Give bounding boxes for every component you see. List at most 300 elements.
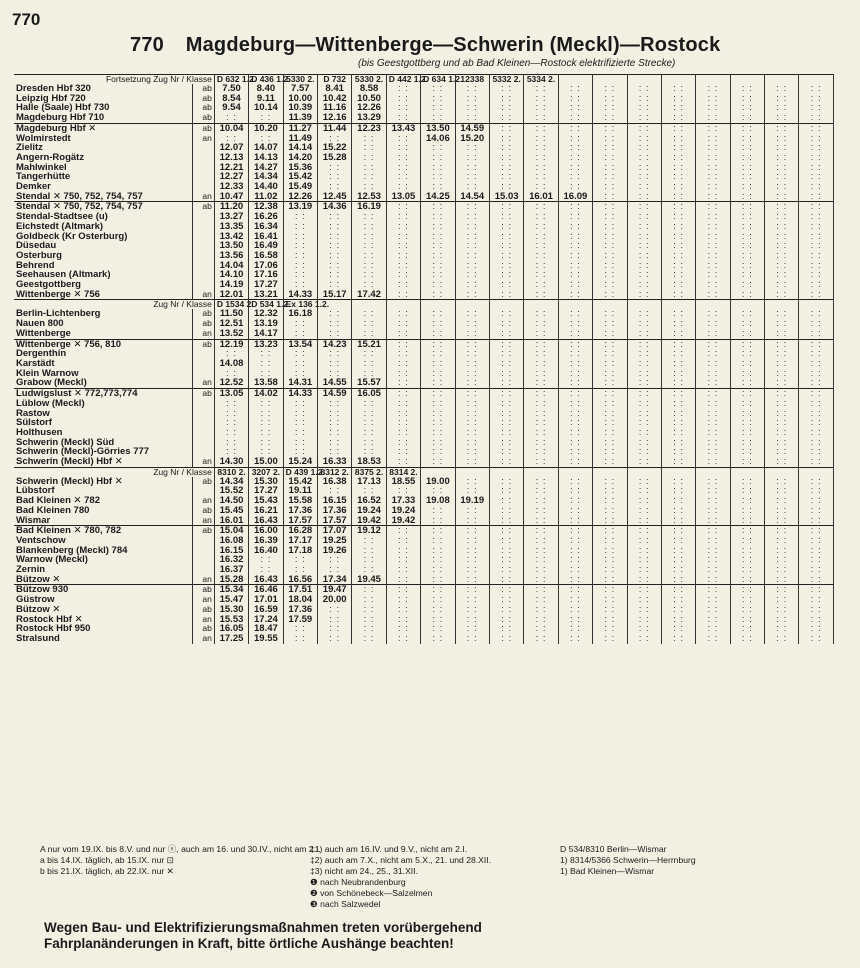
time-cell: : : — [627, 241, 661, 251]
time-cell: : : — [283, 222, 317, 232]
arr-dep-marker — [192, 222, 214, 232]
legend-item: ❷ von Schönebeck—Salzelmen — [310, 888, 433, 898]
time-cell: 15.57 — [352, 378, 386, 388]
time-cell: : : — [317, 319, 351, 329]
time-cell: : : — [489, 251, 523, 261]
time-cell: : : — [799, 634, 834, 644]
time-cell: : : — [283, 359, 317, 369]
time-cell: : : — [352, 222, 386, 232]
time-cell: : : — [730, 251, 764, 261]
time-cell: 17.57 — [283, 516, 317, 526]
time-cell: : : — [214, 418, 248, 428]
time-cell: : : — [421, 378, 455, 388]
time-cell: : : — [524, 409, 558, 419]
time-cell: : : — [627, 182, 661, 192]
time-cell: : : — [558, 261, 592, 271]
time-cell: : : — [593, 290, 627, 300]
time-cell: : : — [730, 428, 764, 438]
time-cell: : : — [799, 378, 834, 388]
station-name: Blankenberg (Meckl) 784 — [14, 546, 192, 556]
time-cell: : : — [730, 409, 764, 419]
time-cell: : : — [799, 232, 834, 242]
time-cell: : : — [421, 103, 455, 113]
time-cell: : : — [558, 319, 592, 329]
time-cell: : : — [421, 457, 455, 467]
time-cell: : : — [558, 634, 592, 644]
station-name: Eichstedt (Altmark) — [14, 222, 192, 232]
time-cell: 14.40 — [249, 182, 283, 192]
time-cell: : : — [421, 270, 455, 280]
time-cell: : : — [765, 202, 799, 212]
time-cell: : : — [352, 418, 386, 428]
time-cell: : : — [455, 202, 489, 212]
time-cell: : : — [593, 241, 627, 251]
time-cell: : : — [661, 409, 695, 419]
time-cell: 15.22 — [317, 143, 351, 153]
time-cell: : : — [524, 113, 558, 123]
time-cell: : : — [455, 290, 489, 300]
station-name: Tangerhütte — [14, 172, 192, 182]
time-cell: : : — [455, 232, 489, 242]
time-cell: 12.01 — [214, 290, 248, 300]
time-cell: : : — [455, 261, 489, 271]
time-cell: : : — [558, 359, 592, 369]
time-cell: 19.00 — [421, 477, 455, 487]
time-cell: : : — [317, 369, 351, 379]
time-cell: : : — [421, 615, 455, 625]
time-cell: : : — [696, 389, 730, 399]
time-cell: : : — [524, 496, 558, 506]
time-cell: : : — [661, 182, 695, 192]
time-cell: : : — [214, 399, 248, 409]
time-cell: 19.11 — [283, 486, 317, 496]
time-cell: : : — [661, 516, 695, 526]
time-cell: 14.02 — [249, 389, 283, 399]
time-cell: : : — [489, 134, 523, 144]
time-cell: 17.36 — [317, 506, 351, 516]
time-cell: 15.42 — [283, 172, 317, 182]
station-name: Ludwigslust ✕ 772,773,774 — [14, 389, 192, 399]
time-cell: : : — [799, 212, 834, 222]
time-cell: : : — [386, 575, 420, 585]
time-cell: : : — [489, 123, 523, 133]
station-name: Wismar — [14, 516, 192, 526]
time-cell: 15.58 — [283, 496, 317, 506]
time-cell: : : — [593, 399, 627, 409]
time-cell: : : — [352, 172, 386, 182]
time-cell: : : — [593, 526, 627, 536]
table-row — [14, 575, 834, 585]
time-cell: : : — [765, 418, 799, 428]
time-cell: 8.54 — [214, 94, 248, 104]
time-cell: : : — [283, 251, 317, 261]
station-name: Zernin — [14, 565, 192, 575]
time-cell: 11.49 — [283, 134, 317, 144]
time-cell: : : — [455, 399, 489, 409]
time-cell: : : — [799, 280, 834, 290]
time-cell: 16.46 — [249, 585, 283, 595]
time-cell: : : — [524, 280, 558, 290]
station-name: Wittenberge ✕ 756 — [14, 290, 192, 300]
time-cell: : : — [421, 309, 455, 319]
time-cell: 13.05 — [214, 389, 248, 399]
time-cell: : : — [558, 378, 592, 388]
time-cell: 16.52 — [352, 496, 386, 506]
time-cell: 12.52 — [214, 378, 248, 388]
time-cell: : : — [799, 555, 834, 565]
time-cell: : : — [283, 634, 317, 644]
time-cell: 12.26 — [352, 103, 386, 113]
time-cell: : : — [455, 153, 489, 163]
time-cell: : : — [455, 565, 489, 575]
time-cell: : : — [455, 309, 489, 319]
station-name: Grabow (Meckl) — [14, 378, 192, 388]
time-cell: : : — [593, 143, 627, 153]
train-number: 5330 2. — [283, 75, 317, 85]
time-cell: : : — [317, 270, 351, 280]
time-cell: 17.33 — [386, 496, 420, 506]
page-number: 770 — [12, 10, 41, 29]
station-name: Schwerin (Meckl) Hbf ✕ — [14, 457, 192, 467]
time-cell: : : — [730, 369, 764, 379]
time-cell: : : — [593, 202, 627, 212]
time-cell: : : — [352, 349, 386, 359]
time-cell: : : — [558, 251, 592, 261]
time-cell: : : — [386, 555, 420, 565]
time-cell: : : — [421, 143, 455, 153]
time-cell: : : — [696, 615, 730, 625]
time-cell: : : — [799, 192, 834, 202]
time-cell: : : — [489, 447, 523, 457]
time-cell: : : — [696, 506, 730, 516]
time-cell: : : — [317, 615, 351, 625]
time-cell: : : — [799, 389, 834, 399]
time-cell: : : — [489, 349, 523, 359]
time-cell: : : — [386, 163, 420, 173]
time-cell: : : — [593, 339, 627, 349]
time-cell: : : — [421, 565, 455, 575]
time-cell: : : — [593, 624, 627, 634]
time-cell: : : — [730, 506, 764, 516]
time-cell: : : — [249, 113, 283, 123]
time-cell: : : — [421, 516, 455, 526]
zug-label: Zug Nr / Klasse — [14, 300, 214, 310]
time-cell: 17.25 — [214, 634, 248, 644]
time-cell: : : — [696, 309, 730, 319]
arr-dep-marker: ab — [192, 624, 214, 634]
time-cell: : : — [455, 486, 489, 496]
time-cell: : : — [799, 270, 834, 280]
time-cell: : : — [386, 290, 420, 300]
time-cell: : : — [661, 457, 695, 467]
time-cell: : : — [730, 202, 764, 212]
time-cell: 11.20 — [214, 202, 248, 212]
time-cell: : : — [799, 94, 834, 104]
time-cell: : : — [627, 457, 661, 467]
time-cell: : : — [489, 290, 523, 300]
time-cell: : : — [386, 399, 420, 409]
time-cell: : : — [386, 438, 420, 448]
time-cell: : : — [696, 555, 730, 565]
time-cell: : : — [730, 280, 764, 290]
time-cell: : : — [730, 605, 764, 615]
time-cell: : : — [661, 163, 695, 173]
timetable — [14, 74, 834, 644]
legend-item: b bis 21.IX. täglich, ab 22.IX. nur ✕ — [40, 866, 174, 876]
time-cell: : : — [489, 389, 523, 399]
time-cell: : : — [214, 369, 248, 379]
time-cell: : : — [421, 202, 455, 212]
time-cell: : : — [593, 172, 627, 182]
time-cell: : : — [696, 182, 730, 192]
time-cell: : : — [765, 605, 799, 615]
time-cell: : : — [558, 103, 592, 113]
time-cell: : : — [730, 134, 764, 144]
arr-dep-marker: ab — [192, 84, 214, 94]
time-cell: 17.34 — [317, 575, 351, 585]
time-cell: 18.47 — [249, 624, 283, 634]
time-cell: : : — [765, 84, 799, 94]
time-cell: : : — [696, 153, 730, 163]
time-cell: : : — [455, 615, 489, 625]
time-cell: : : — [593, 378, 627, 388]
time-cell: : : — [696, 172, 730, 182]
time-cell: : : — [455, 477, 489, 487]
time-cell: 12.32 — [249, 309, 283, 319]
time-cell: : : — [489, 329, 523, 339]
arr-dep-marker: an — [192, 192, 214, 202]
time-cell: 16.01 — [214, 516, 248, 526]
time-cell: : : — [489, 319, 523, 329]
time-cell: : : — [455, 369, 489, 379]
time-cell: : : — [558, 624, 592, 634]
time-cell: : : — [317, 634, 351, 644]
station-name: Sülstorf — [14, 418, 192, 428]
time-cell: : : — [765, 123, 799, 133]
station-name: Magdeburg Hbf 710 — [14, 113, 192, 123]
time-cell: : : — [455, 349, 489, 359]
time-cell: : : — [558, 418, 592, 428]
time-cell: : : — [593, 232, 627, 242]
time-cell: : : — [799, 103, 834, 113]
time-cell: : : — [799, 526, 834, 536]
time-cell: : : — [593, 546, 627, 556]
time-cell: : : — [661, 526, 695, 536]
time-cell: 14.25 — [421, 192, 455, 202]
time-cell: : : — [524, 615, 558, 625]
time-cell: : : — [730, 329, 764, 339]
time-cell: 15.30 — [249, 477, 283, 487]
station-name: Schwerin (Meckl) Süd — [14, 438, 192, 448]
time-cell: : : — [696, 103, 730, 113]
time-cell: : : — [524, 536, 558, 546]
arr-dep-marker: ab — [192, 585, 214, 595]
time-cell: : : — [421, 212, 455, 222]
arr-dep-marker — [192, 232, 214, 242]
time-cell: : : — [696, 565, 730, 575]
time-cell: : : — [799, 349, 834, 359]
time-cell: : : — [455, 418, 489, 428]
time-cell: : : — [696, 496, 730, 506]
time-cell: : : — [593, 270, 627, 280]
time-cell: : : — [283, 232, 317, 242]
station-name: Seehausen (Altmark) — [14, 270, 192, 280]
time-cell: 14.59 — [455, 123, 489, 133]
arr-dep-marker — [192, 418, 214, 428]
time-cell: : : — [489, 624, 523, 634]
time-cell: : : — [730, 615, 764, 625]
time-cell: : : — [593, 565, 627, 575]
time-cell: : : — [730, 163, 764, 173]
time-cell: : : — [730, 359, 764, 369]
time-cell: : : — [386, 585, 420, 595]
time-cell: 7.50 — [214, 84, 248, 94]
time-cell: : : — [524, 270, 558, 280]
time-cell: : : — [455, 506, 489, 516]
time-cell: : : — [627, 153, 661, 163]
time-cell: 17.13 — [352, 477, 386, 487]
time-cell: : : — [386, 232, 420, 242]
time-cell: : : — [283, 241, 317, 251]
time-cell: : : — [593, 261, 627, 271]
time-cell: : : — [593, 359, 627, 369]
time-cell: : : — [696, 241, 730, 251]
time-cell: : : — [317, 624, 351, 634]
time-cell: : : — [765, 172, 799, 182]
time-cell: : : — [696, 134, 730, 144]
time-cell: 16.59 — [249, 605, 283, 615]
time-cell: : : — [661, 329, 695, 339]
time-cell: 16.09 — [558, 192, 592, 202]
time-cell: : : — [661, 438, 695, 448]
arr-dep-marker — [192, 546, 214, 556]
time-cell: : : — [386, 241, 420, 251]
time-cell: : : — [765, 457, 799, 467]
time-cell: : : — [352, 536, 386, 546]
time-cell: : : — [455, 378, 489, 388]
time-cell: : : — [558, 222, 592, 232]
time-cell: : : — [661, 546, 695, 556]
time-cell: : : — [696, 634, 730, 644]
table-row — [14, 516, 834, 526]
time-cell: : : — [627, 319, 661, 329]
time-cell: : : — [627, 84, 661, 94]
time-cell: : : — [627, 409, 661, 419]
station-name: Stendal-Stadtsee (u) — [14, 212, 192, 222]
time-cell: : : — [765, 378, 799, 388]
time-cell: 12.38 — [249, 202, 283, 212]
time-cell: 17.18 — [283, 546, 317, 556]
time-cell: : : — [386, 624, 420, 634]
time-cell: : : — [386, 634, 420, 644]
time-cell: : : — [593, 222, 627, 232]
time-cell: : : — [765, 280, 799, 290]
time-cell: : : — [627, 261, 661, 271]
time-cell: : : — [730, 212, 764, 222]
time-cell: : : — [421, 339, 455, 349]
time-cell: : : — [352, 134, 386, 144]
time-cell: : : — [593, 123, 627, 133]
station-name: Lüblow (Meckl) — [14, 399, 192, 409]
time-cell: 18.53 — [352, 457, 386, 467]
time-cell: : : — [524, 261, 558, 271]
time-cell: : : — [317, 555, 351, 565]
time-cell: : : — [696, 339, 730, 349]
time-cell: : : — [558, 496, 592, 506]
time-cell: : : — [661, 212, 695, 222]
time-cell: : : — [765, 359, 799, 369]
time-cell: : : — [661, 339, 695, 349]
arr-dep-marker: an — [192, 329, 214, 339]
time-cell: : : — [799, 309, 834, 319]
time-cell: : : — [661, 418, 695, 428]
time-cell: : : — [421, 113, 455, 123]
station-name: Dergenthin — [14, 349, 192, 359]
time-cell: : : — [627, 477, 661, 487]
time-cell: : : — [730, 84, 764, 94]
time-cell: : : — [524, 202, 558, 212]
time-cell: : : — [386, 113, 420, 123]
time-cell: : : — [627, 94, 661, 104]
time-cell: : : — [765, 486, 799, 496]
time-cell: : : — [249, 565, 283, 575]
time-cell: : : — [421, 428, 455, 438]
time-cell: 12.53 — [352, 192, 386, 202]
time-cell: : : — [455, 595, 489, 605]
time-cell: : : — [593, 192, 627, 202]
time-cell: 14.20 — [283, 153, 317, 163]
time-cell: : : — [661, 143, 695, 153]
time-cell: : : — [524, 339, 558, 349]
time-cell: : : — [627, 389, 661, 399]
time-cell: : : — [386, 546, 420, 556]
arr-dep-marker — [192, 163, 214, 173]
arr-dep-marker: ab — [192, 526, 214, 536]
time-cell: : : — [386, 270, 420, 280]
time-cell: : : — [661, 103, 695, 113]
time-cell: : : — [455, 575, 489, 585]
time-cell: : : — [696, 84, 730, 94]
time-cell: : : — [421, 290, 455, 300]
time-cell: : : — [730, 526, 764, 536]
time-cell: : : — [765, 496, 799, 506]
station-name: Bützow ✕ — [14, 605, 192, 615]
time-cell: : : — [627, 103, 661, 113]
time-cell: : : — [421, 399, 455, 409]
time-cell: : : — [730, 565, 764, 575]
table-row — [14, 192, 834, 202]
time-cell: : : — [283, 399, 317, 409]
time-cell: : : — [249, 359, 283, 369]
time-cell: : : — [696, 605, 730, 615]
time-cell: : : — [593, 595, 627, 605]
time-cell: : : — [799, 123, 834, 133]
train-number: 8310 2. — [214, 467, 248, 477]
time-cell: : : — [765, 555, 799, 565]
time-cell: 16.00 — [249, 526, 283, 536]
time-cell: : : — [386, 409, 420, 419]
time-cell: 16.08 — [214, 536, 248, 546]
arr-dep-marker: an — [192, 575, 214, 585]
station-name: Demker — [14, 182, 192, 192]
time-cell: : : — [489, 339, 523, 349]
time-cell: 16.34 — [249, 222, 283, 232]
time-cell: : : — [627, 526, 661, 536]
time-cell: : : — [765, 113, 799, 123]
time-cell: : : — [765, 447, 799, 457]
time-cell: 17.17 — [283, 536, 317, 546]
time-cell: : : — [421, 319, 455, 329]
